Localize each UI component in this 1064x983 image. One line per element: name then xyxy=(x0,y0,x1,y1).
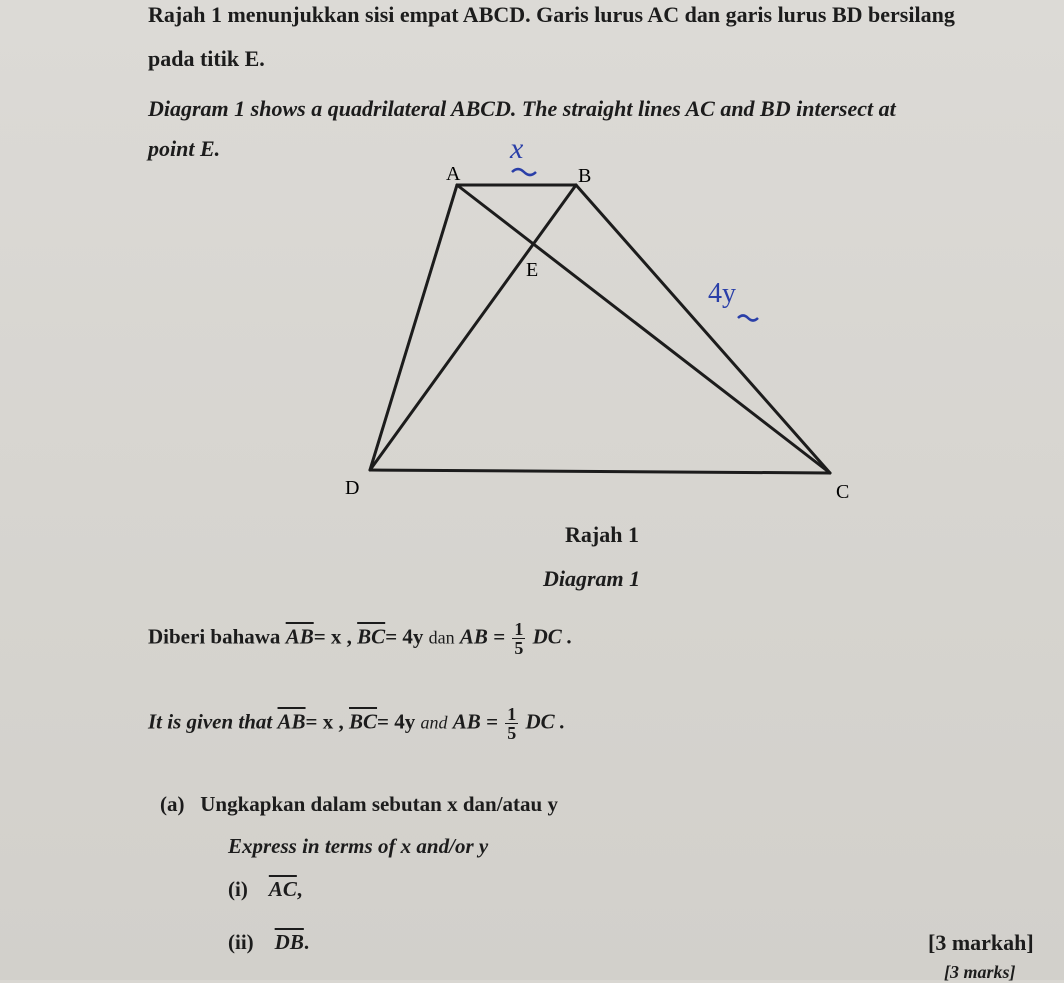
vector-ab-en: $\overline{AB}$ xyxy=(277,709,306,734)
vertex-c-label: C xyxy=(836,481,850,503)
fraction-denominator-en: 5 xyxy=(507,723,517,743)
question-a-ii xyxy=(228,930,309,955)
vector-ac: $\overline{AC}$ xyxy=(268,877,297,901)
handwritten-x-tilde xyxy=(512,169,536,175)
fraction-one-fifth-en xyxy=(505,705,518,742)
marks-ms: [3 markah] xyxy=(928,930,1034,955)
vector-ab: $\overline{AB}$ xyxy=(285,624,314,649)
vertex-e-label: E xyxy=(526,259,539,281)
fraction-numerator-en: 1 xyxy=(507,704,517,724)
diagonal-ac xyxy=(457,185,830,473)
question-a-ms xyxy=(160,792,558,817)
part-ii-end: . xyxy=(303,930,310,954)
question-a-en-text: Express in terms of x and/or y xyxy=(228,834,489,858)
eq-4y-en: = 4y xyxy=(377,709,416,734)
vector-bc: $\overline{BC}$ xyxy=(357,624,386,649)
intro-ms-line2: pada titik E. xyxy=(148,46,265,71)
fraction-denominator: 5 xyxy=(514,638,524,658)
eq-x: = x , xyxy=(313,624,352,649)
part-i-label: (i) xyxy=(228,877,248,901)
given-ms-prefix: Diberi bahawa xyxy=(148,624,281,649)
given-en xyxy=(148,705,565,742)
side-cd xyxy=(370,470,830,473)
vertex-a-label: A xyxy=(446,163,461,185)
intro-en-line1: Diagram 1 shows a quadrilateral ABCD. The straight lines AC and BD intersect at xyxy=(148,96,896,121)
handwritten-4y-label: 4y xyxy=(708,278,736,309)
part-ii-label: (ii) xyxy=(228,930,254,954)
question-a-i xyxy=(228,877,302,902)
diagonal-bd xyxy=(370,185,576,470)
given-ms-and: dan xyxy=(428,627,455,648)
dc-length: DC . xyxy=(532,624,573,649)
caption-en: Diagram 1 xyxy=(543,566,641,591)
handwritten-4y-tilde xyxy=(738,316,758,321)
fraction-one-fifth xyxy=(512,620,525,657)
side-bc xyxy=(576,185,830,473)
vertex-b-label: B xyxy=(578,165,592,187)
vector-bc-en: $\overline{BC}$ xyxy=(349,709,378,734)
vertex-d-label: D xyxy=(345,477,360,499)
eq-x-en: = x , xyxy=(305,709,344,734)
side-da xyxy=(370,185,457,470)
eq-4y: = 4y xyxy=(385,624,424,649)
vector-db: $\overline{DB}$ xyxy=(274,930,304,954)
fraction-numerator: 1 xyxy=(514,619,524,639)
caption-ms: Rajah 1 xyxy=(565,522,639,547)
quadrilateral-diagram xyxy=(0,130,1064,650)
given-en-prefix: It is given that xyxy=(148,709,273,734)
handwritten-x-label: x xyxy=(510,132,524,165)
ab-length-en: AB = xyxy=(452,709,498,734)
given-en-and: and xyxy=(420,712,448,733)
part-a-label: (a) xyxy=(160,792,185,816)
given-ms xyxy=(148,620,572,657)
intro-ms-line1: Rajah 1 menunjukkan sisi empat ABCD. Garis lurus AC dan garis lurus BD bersilang xyxy=(148,2,955,27)
intro-en-line2: point E. xyxy=(148,136,221,161)
dc-length-en: DC . xyxy=(525,709,566,734)
question-a-ms-text: Ungkapkan dalam sebutan x dan/atau y xyxy=(200,792,558,816)
part-i-end: , xyxy=(296,877,303,901)
ab-length: AB = xyxy=(459,624,506,649)
marks-en: [3 marks] xyxy=(944,962,1016,982)
